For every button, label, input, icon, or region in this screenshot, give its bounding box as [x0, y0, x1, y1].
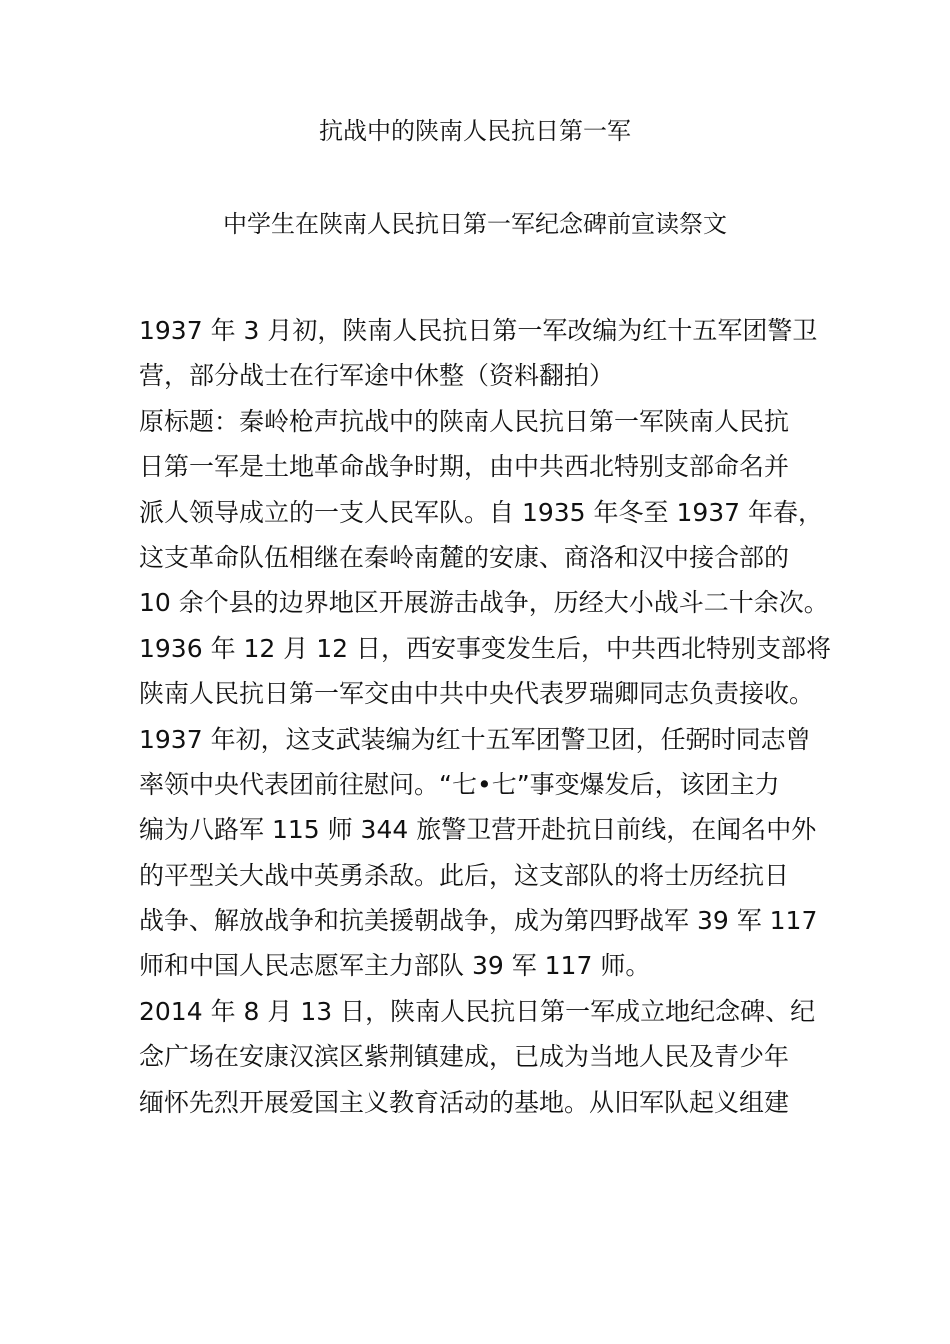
text-line: 派人领导成立的一支人民军队。自 1935 年冬至 1937 年春， — [139, 497, 824, 527]
text-line: 这支革命队伍相继在秦岭南麓的安康、商洛和汉中接合部的 — [139, 542, 790, 572]
text-line: 陕南人民抗日第一军交由中共中央代表罗瑞卿同志负责接收。 — [139, 679, 815, 709]
text-line: 1936 年 12 月 12 日，西安事变发生后，中共西北特别支部将 — [139, 633, 831, 663]
text-line: 念广场在安康汉滨区紫荆镇建成，已成为当地人民及青少年 — [139, 1042, 790, 1072]
body-text — [139, 308, 839, 1125]
text-line: 1937 年初，这支武装编为红十五军团警卫团，任弼时同志曾 — [139, 724, 811, 754]
text-line: 日第一军是土地革命战争时期，由中共西北特别支部命名并 — [139, 452, 790, 482]
document-title: 抗战中的陕南人民抗日第一军 — [319, 117, 631, 145]
text-line: 缅怀先烈开展爱国主义教育活动的基地。从旧军队起义组建 — [139, 1087, 790, 1117]
text-line: 营，部分战士在行军途中休整（资料翻拍） — [139, 361, 615, 391]
document-subtitle: 中学生在陕南人民抗日第一军纪念碑前宣读祭文 — [223, 210, 727, 238]
text-line: 编为八路军 115 师 344 旅警卫营开赴抗日前线，在闻名中外 — [139, 815, 817, 845]
text-line: 率领中央代表团前往慰问。“七•七”事变爆发后，该团主力 — [139, 769, 780, 799]
text-line: 原标题：秦岭枪声抗战中的陕南人民抗日第一军陕南人民抗 — [139, 406, 790, 436]
text-line: 1937 年 3 月初，陕南人民抗日第一军改编为红十五军团警卫 — [139, 316, 818, 345]
text-line: 师和中国人民志愿军主力部队 39 军 117 师。 — [139, 951, 651, 981]
text-line: 的平型关大战中英勇杀敌。此后，这支部队的将士历经抗日 — [139, 860, 790, 890]
text-line: 2014 年 8 月 13 日，陕南人民抗日第一军成立地纪念碑、纪 — [139, 996, 816, 1026]
text-line: 10 余个县的边界地区开展游击战争，历经大小战斗二十余次。 — [139, 588, 829, 618]
text-line: 战争、解放战争和抗美援朝战争，成为第四野战军 39 军 117 — [139, 906, 818, 936]
